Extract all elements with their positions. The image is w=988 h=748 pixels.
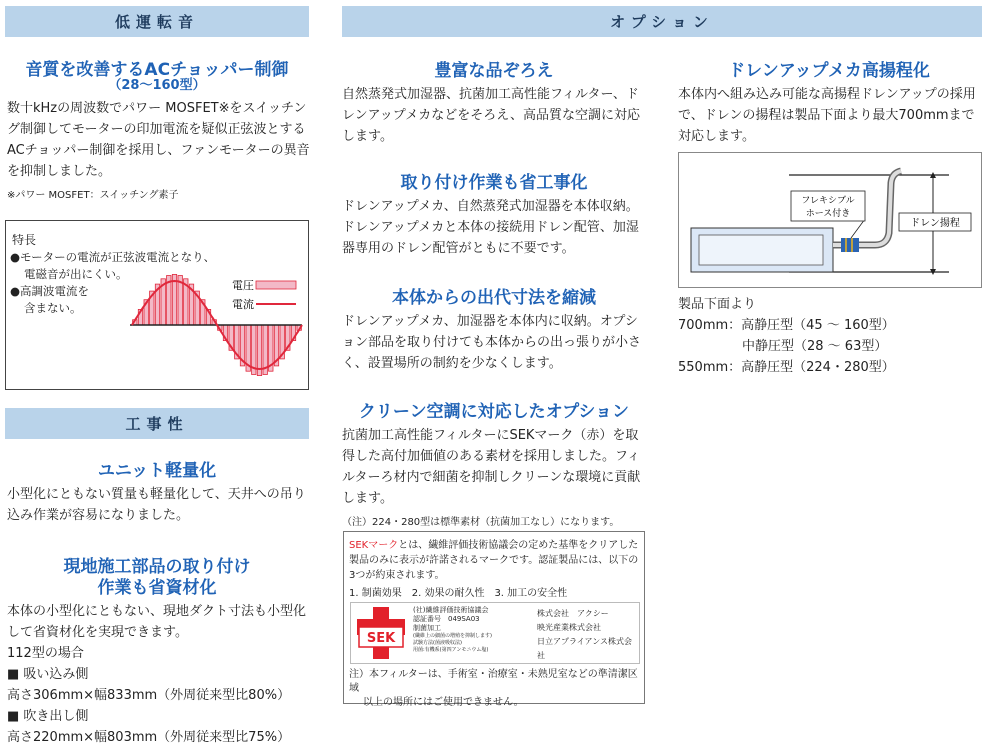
sek-line-2: 製品のみに表示が許諾されるマークです。認証製品には、以下の xyxy=(349,555,639,566)
sek-usage-note xyxy=(349,668,641,710)
clean-heading: クリーン空調に対応したオプション xyxy=(358,402,630,422)
sek-line-3: 3つが約束されます。 xyxy=(349,570,445,581)
feature-line-2: 電磁音が出にくい。 xyxy=(24,267,128,281)
sek-mark-box xyxy=(343,531,645,708)
spec-550-high: 550mm：高静圧型（224・280型） xyxy=(678,360,895,375)
section-bar-options: オプション xyxy=(342,6,982,37)
sek-lead-rest: とは、繊維評価技術協議会の定めた基準をクリアした xyxy=(398,540,639,551)
variety-heading: 豊富な品ぞろえ xyxy=(434,61,554,81)
drain-lift-body: 本体内へ組み込み可能な高揚程ドレンアップの採用で、ドレンの揚程は製品下面より最大700mmまで対応します。 xyxy=(678,87,976,144)
company-3: 日立アプライアンス株式会社 xyxy=(537,637,632,660)
sek-note-2: 以上の場所にはご使用できません。 xyxy=(363,697,524,708)
sek-logo-text: SEK xyxy=(366,631,396,646)
outlet-dims: 高さ220mm×幅803mm（外周従来型比75%） xyxy=(7,730,291,745)
mosfet-note: ※パワー MOSFET：スイッチング素子 xyxy=(7,190,179,201)
sek-cert-2: 認証番号 049SA03 xyxy=(413,615,480,623)
sek-label xyxy=(350,602,640,664)
legend-current-label: 電流 xyxy=(232,298,254,311)
sek-companies xyxy=(537,607,639,663)
legend-voltage-label: 電圧 xyxy=(232,279,254,292)
sek-items: 1. 制菌効果 2. 効果の耐久性 3. 加工の安全性 xyxy=(349,588,568,599)
clean-body: 抗菌加工高性能フィルターにSEKマーク（赤）を取得した高付加価値のある素材を採用しました。フィルターろ材内で細菌を抑制しクリーンな環境に貢献します。 xyxy=(342,428,641,506)
sek-cert-1: (社)繊維評価技術協議会 xyxy=(413,606,489,614)
spec-700-high: 700mm：高静圧型（45 ～ 160型） xyxy=(678,318,895,333)
site-parts-body: 本体の小型化にともない、現地ダクト寸法も小型化して省資材化を実現できます。 xyxy=(7,604,307,640)
company-1: 株式会社 アクシー xyxy=(537,609,609,618)
ac-chopper-heading: 音質を改善するACチョッパー制御 xyxy=(25,60,289,80)
ac-chopper-body: 数十kHzの周波数でパワー MOSFET※をスイッチング制御してモーターの印加電流を疑似正弦波とするACチョッパー制御を採用し、ファンモーターの異音を抑制しました。 xyxy=(7,101,310,179)
flex-hose-label-1: フレキシブル xyxy=(801,196,855,206)
intake-dims: 高さ306mm×幅833mm（外周従来型比80%） xyxy=(7,688,291,703)
sek-cert-6: 用菌:有機系(第四アンモニウム塩) xyxy=(413,647,489,653)
feature-line-4: 含まない。 xyxy=(24,301,82,315)
feature-line-3: ●高調波電流を xyxy=(10,284,90,298)
sine-wave-diagram xyxy=(6,221,308,389)
drain-lift-heading: ドレンアップメカ高揚程化 xyxy=(728,61,930,81)
case-112: 112型の場合 xyxy=(7,646,84,661)
unit-weight-body: 小型化にともない質量も軽量化して、天井への吊り込み作業が容易になりました。 xyxy=(7,487,306,523)
drain-diagram xyxy=(678,152,982,288)
feature-box xyxy=(5,220,309,390)
protrusion-body: ドレンアップメカ、加湿器を本体内に収納。オプション部品を取り付けても本体からの出っ張りが小さく、設置場所の制約を少なくします。 xyxy=(342,314,642,371)
ac-chopper-subheading: （28～160型） xyxy=(108,78,206,93)
outlet-label: ■ 吹き出し側 xyxy=(7,709,89,724)
site-parts-heading-2: 作業も省資材化 xyxy=(97,578,217,598)
spec-700-mid: 中静圧型（28 ～ 63型） xyxy=(742,339,888,354)
legend-voltage-swatch xyxy=(256,281,296,289)
site-parts-heading-1: 現地施工部品の取り付け xyxy=(63,557,251,577)
install-body: ドレンアップメカ、自然蒸発式加湿器を本体収納。ドレンアップメカと本体の接続用ドレン配管、加湿器専用のドレン配管がともに不要です。 xyxy=(342,199,639,256)
sek-cert-text xyxy=(413,606,492,654)
section-bar-workability: 工事性 xyxy=(5,408,309,439)
sek-cert-5: 試験方法(菌液吸収法) xyxy=(413,640,462,646)
sek-cert-3: 制菌加工 xyxy=(413,624,441,632)
install-heading: 取り付け作業も省工事化 xyxy=(400,173,588,193)
sek-description xyxy=(349,538,641,601)
unit-weight-heading: ユニット軽量化 xyxy=(97,461,217,481)
spec-head: 製品下面より xyxy=(678,297,757,312)
intake-label: ■ 吸い込み側 xyxy=(7,667,89,682)
protrusion-heading: 本体からの出代寸法を縮減 xyxy=(392,288,596,308)
sek-logo xyxy=(355,605,407,661)
feature-title: 特長 xyxy=(12,233,37,247)
feature-line-1: ●モーターの電流が正弦波電流となり、 xyxy=(10,250,216,264)
sek-cert-4: (繊維上の細菌の増殖を抑制します) xyxy=(413,633,492,639)
flex-hose-label-2: ホース付き xyxy=(805,209,851,219)
company-2: 映光産業株式会社 xyxy=(537,623,601,632)
sek-note-1: 注）本フィルターは、手術室・治療室・未熟児室などの準清潔区域 xyxy=(349,669,638,694)
variety-body: 自然蒸発式加湿器、抗菌加工高性能フィルター、ドレンアップメカなどをそろえ、高品質な空調に対応します。 xyxy=(342,87,641,144)
standard-material-note: （注）224・280型は標準素材（抗菌加工なし）になります。 xyxy=(342,517,620,528)
sek-lead-red: SEKマーク xyxy=(349,540,399,551)
section-bar-low-noise: 低運転音 xyxy=(5,6,309,37)
drain-lift-drawing xyxy=(679,153,981,287)
drain-lift-label: ドレン揚程 xyxy=(910,218,960,229)
